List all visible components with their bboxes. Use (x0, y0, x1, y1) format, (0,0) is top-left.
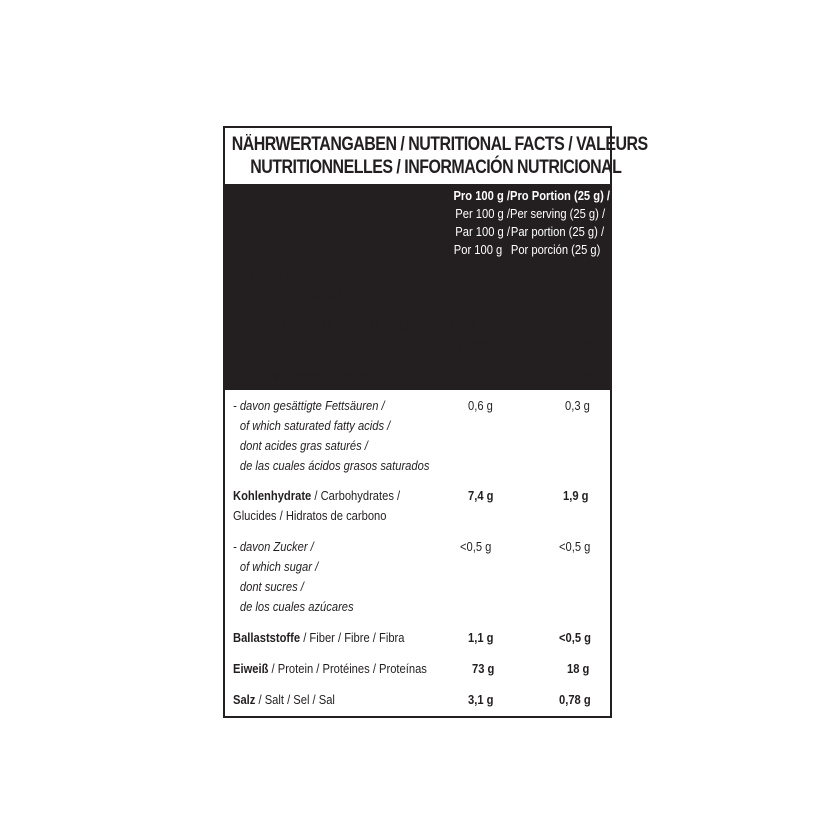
protein-per100: 73 g (472, 661, 495, 676)
per100-label-de: Pro 100 g / (453, 188, 510, 203)
sugar-portion: <0,5 g (559, 539, 591, 554)
carbs-per100: 7,4 g (468, 488, 494, 503)
per100-label-es: Por 100 g (453, 242, 503, 257)
protein-portion: 18 g (567, 661, 590, 676)
saturated-per100: 0,6 g (468, 398, 493, 413)
title-line-1: NÄHRWERTANGABEN / NUTRITIONAL FACTS / VALEURS (231, 134, 648, 155)
divider-rule (225, 307, 610, 309)
scoop-label-line-1: MESSLÖFFEL / SCOOP / (233, 270, 364, 285)
fiber-per100: 1,1 g (468, 630, 494, 645)
saturated-portion: 0,3 g (565, 398, 590, 413)
scoop-icon (527, 280, 573, 294)
fat-portion: 1,2 g (565, 368, 591, 383)
carbs-portion: 1,9 g (563, 488, 589, 503)
scoop-amount: 25 g (575, 280, 598, 295)
portion-label-fr: Par portion (25 g) / (510, 224, 605, 239)
fat-per100: 4,7 g (468, 368, 494, 383)
per100-label-fr: Par 100 g / (455, 224, 510, 239)
scoop-label-line-2: CUILLÈRE DOSEUSE / CACITO (233, 287, 399, 302)
energy-name: Energie / Energy / Énergie / Energía (233, 317, 416, 332)
energy-portion: 410 kJ / 98 kcal (554, 317, 595, 352)
salt-portion: 0,78 g (559, 692, 591, 707)
per100-label-en: Per 100 g / (455, 206, 510, 221)
fat-name: Fett / Fat / Lipides / Grasas (233, 368, 370, 383)
saturated-name: - davon gesättigte Fettsäuren / of which saturated fatty acids / dont acides gras saturés / de las cuales ácidos grasos saturados (233, 398, 430, 473)
fiber-name: Ballaststoffe / Fiber / Fibre / Fibra (233, 630, 405, 645)
sugar-per100: <0,5 g (460, 539, 492, 554)
salt-name: Salz / Salt / Sel / Sal (233, 692, 335, 707)
per-portion-header (510, 187, 611, 259)
carbs-name: Kohlenhydrate / Carbohydrates / Glucides / Hidratos de carbono (233, 488, 401, 523)
portion-label-en: Per serving (25 g) / (510, 206, 606, 221)
fiber-portion: <0,5 g (559, 630, 592, 645)
per-100g-header (441, 187, 510, 259)
nutrition-facts-panel (223, 126, 648, 718)
sugar-name: - davon Zucker / of which sugar / dont sucres / de los cuales azúcares (233, 539, 354, 614)
portion-label-es: Por porción (25 g) (510, 242, 601, 257)
nutrition-title (225, 128, 648, 184)
portion-label-de: Pro Portion (25 g) / (510, 188, 611, 203)
energy-per100: 1.639 kJ / 391 kcal (450, 317, 500, 352)
scoop-label (233, 269, 399, 303)
protein-name: Eiweiß / Protein / Protéines / Proteínas (233, 661, 427, 676)
title-line-2: NUTRITIONNELLES / INFORMACIÓN NUTRICIONAL (250, 157, 622, 178)
salt-per100: 3,1 g (468, 692, 494, 707)
